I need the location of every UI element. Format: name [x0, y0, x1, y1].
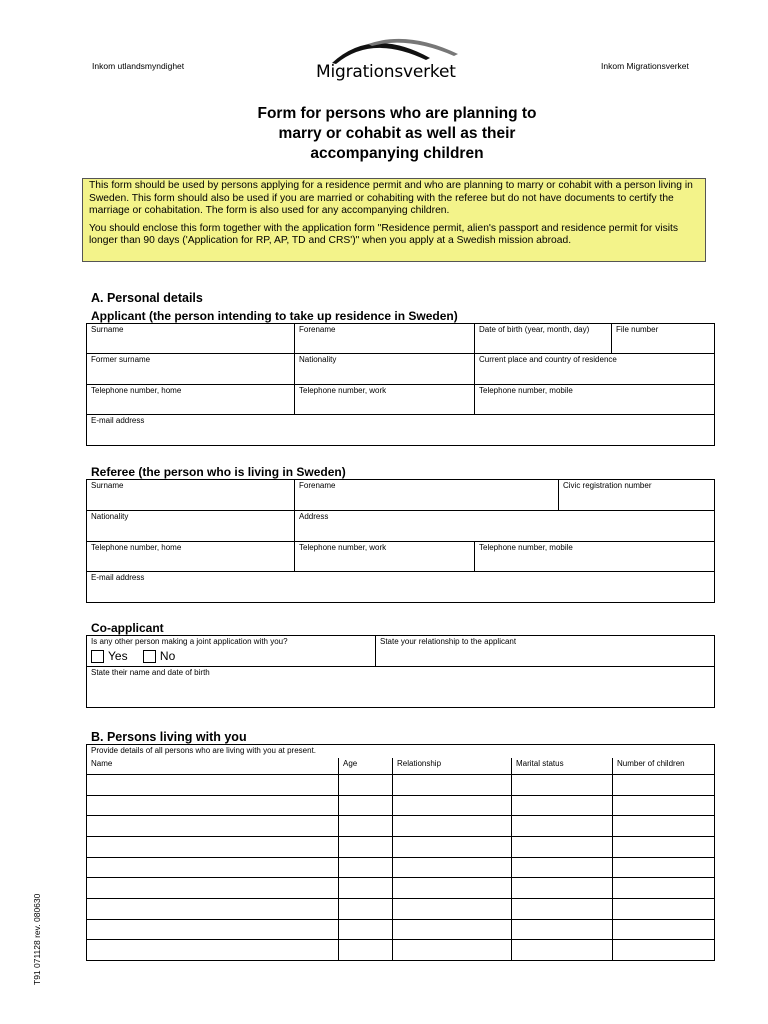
relationship-cell[interactable] [393, 899, 512, 920]
age-cell[interactable] [339, 940, 393, 961]
age-cell[interactable] [339, 816, 393, 837]
notice-paragraph-1: This form should be used by persons applying for a residence permit and who are planning to marry or cohabit with a person living in Sweden. This form should also be used if you are married or cohabiting with the referee but do not have documents to certify the marriage or cohabitation. The form is also used for any accompanying children. [89, 180, 693, 217]
col-header-name: Name [87, 758, 339, 775]
table-row [87, 899, 715, 920]
children-cell[interactable] [613, 899, 715, 920]
applicant-current-place-field[interactable]: Current place and country of residence [475, 354, 715, 385]
referee-tel-work-field[interactable]: Telephone number, work [295, 542, 475, 572]
name-cell[interactable] [87, 940, 339, 961]
col-header-relationship: Relationship [393, 758, 512, 775]
age-cell[interactable] [339, 796, 393, 816]
coapplicant-table [86, 635, 715, 708]
relationship-cell[interactable] [393, 775, 512, 796]
marital-status-cell[interactable] [512, 940, 613, 961]
marital-status-cell[interactable] [512, 796, 613, 816]
persons-instruction: Provide details of all persons who are living with you at present. [87, 745, 715, 758]
applicant-tel-work-field[interactable]: Telephone number, work [295, 385, 475, 415]
col-header-number-of-children: Number of children [613, 758, 715, 775]
referee-address-field[interactable]: Address [295, 511, 715, 542]
name-cell[interactable] [87, 775, 339, 796]
applicant-former-surname-field[interactable]: Former surname [87, 354, 295, 385]
applicant-surname-field[interactable]: Surname [87, 324, 295, 354]
children-cell[interactable] [613, 796, 715, 816]
referee-forename-field[interactable]: Forename [295, 480, 559, 511]
coapplicant-name-dob-field[interactable]: State their name and date of birth [87, 667, 715, 708]
table-row [87, 775, 715, 796]
relationship-cell[interactable] [393, 816, 512, 837]
no-label: No [159, 648, 176, 663]
coapplicant-heading: Co-applicant [91, 621, 164, 635]
name-cell[interactable] [87, 837, 339, 858]
age-cell[interactable] [339, 837, 393, 858]
yes-checkbox[interactable] [91, 650, 104, 663]
relationship-cell[interactable] [393, 878, 512, 899]
no-checkbox[interactable] [143, 650, 156, 663]
referee-civic-number-field[interactable]: Civic registration number [559, 480, 715, 511]
logo-arc-icon [308, 32, 478, 66]
notice-paragraph-2: You should enclose this form together with the application form "Residence permit, alien's passport and residence permit for visits longer than 90 days ('Application for RP, AP, TD and CRS')" when you apply at a Swedish mission abroad. [89, 222, 679, 247]
table-row [87, 858, 715, 878]
info-notice-box [82, 178, 706, 262]
relationship-cell[interactable] [393, 837, 512, 858]
marital-status-cell[interactable] [512, 920, 613, 940]
table-row [87, 878, 715, 899]
table-row [87, 816, 715, 837]
referee-table [86, 479, 715, 603]
age-cell[interactable] [339, 858, 393, 878]
coapplicant-relationship-field[interactable]: State your relationship to the applicant [376, 636, 715, 667]
name-cell[interactable] [87, 858, 339, 878]
table-row [87, 940, 715, 961]
referee-heading: Referee (the person who is living in Sweden) [91, 465, 346, 479]
referee-email-field[interactable]: E-mail address [87, 572, 715, 603]
migrationsverket-logo [308, 32, 478, 90]
applicant-tel-home-field[interactable]: Telephone number, home [87, 385, 295, 415]
logo-text: Migrationsverket [316, 62, 456, 82]
applicant-forename-field[interactable]: Forename [295, 324, 475, 354]
children-cell[interactable] [613, 878, 715, 899]
relationship-cell[interactable] [393, 940, 512, 961]
name-cell[interactable] [87, 920, 339, 940]
persons-living-table [86, 744, 715, 961]
name-cell[interactable] [87, 796, 339, 816]
joint-application-question: Is any other person making a joint application with you? Yes No [87, 636, 376, 667]
age-cell[interactable] [339, 878, 393, 899]
inkom-migrationsverket-label: Inkom Migrationsverket [601, 61, 689, 71]
marital-status-cell[interactable] [512, 899, 613, 920]
name-cell[interactable] [87, 878, 339, 899]
relationship-cell[interactable] [393, 920, 512, 940]
applicant-tel-mobile-field[interactable]: Telephone number, mobile [475, 385, 715, 415]
applicant-nationality-field[interactable]: Nationality [295, 354, 475, 385]
children-cell[interactable] [613, 816, 715, 837]
marital-status-cell[interactable] [512, 775, 613, 796]
section-b-heading: B. Persons living with you [91, 730, 247, 744]
age-cell[interactable] [339, 920, 393, 940]
table-row [87, 920, 715, 940]
table-row [87, 837, 715, 858]
age-cell[interactable] [339, 775, 393, 796]
referee-tel-home-field[interactable]: Telephone number, home [87, 542, 295, 572]
marital-status-cell[interactable] [512, 878, 613, 899]
table-row [87, 796, 715, 816]
applicant-email-field[interactable]: E-mail address [87, 415, 715, 446]
applicant-heading: Applicant (the person intending to take up residence in Sweden) [91, 309, 458, 323]
age-cell[interactable] [339, 899, 393, 920]
col-header-age: Age [339, 758, 393, 775]
relationship-cell[interactable] [393, 796, 512, 816]
referee-surname-field[interactable]: Surname [87, 480, 295, 511]
applicant-table [86, 323, 715, 446]
relationship-cell[interactable] [393, 858, 512, 878]
children-cell[interactable] [613, 858, 715, 878]
form-code-label: T91 071128 rev. 080630 [32, 893, 42, 985]
referee-nationality-field[interactable]: Nationality [87, 511, 295, 542]
form-title: Form for persons who are planning to marry or cohabit as well as their accompanying children [257, 105, 537, 162]
children-cell[interactable] [613, 920, 715, 940]
yes-label: Yes [108, 648, 128, 663]
applicant-file-number-field[interactable]: File number [612, 324, 715, 354]
name-cell[interactable] [87, 816, 339, 837]
children-cell[interactable] [613, 940, 715, 961]
children-cell[interactable] [613, 775, 715, 796]
marital-status-cell[interactable] [512, 858, 613, 878]
marital-status-cell[interactable] [512, 816, 613, 837]
children-cell[interactable] [613, 837, 715, 858]
col-header-marital-status: Marital status [512, 758, 613, 775]
marital-status-cell[interactable] [512, 837, 613, 858]
inkom-utlandsmyndighet-label: Inkom utlandsmyndighet [92, 61, 185, 71]
applicant-dob-field[interactable]: Date of birth (year, month, day) [475, 324, 612, 354]
referee-tel-mobile-field[interactable]: Telephone number, mobile [475, 542, 715, 572]
name-cell[interactable] [87, 899, 339, 920]
section-a-heading: A. Personal details [91, 291, 203, 305]
